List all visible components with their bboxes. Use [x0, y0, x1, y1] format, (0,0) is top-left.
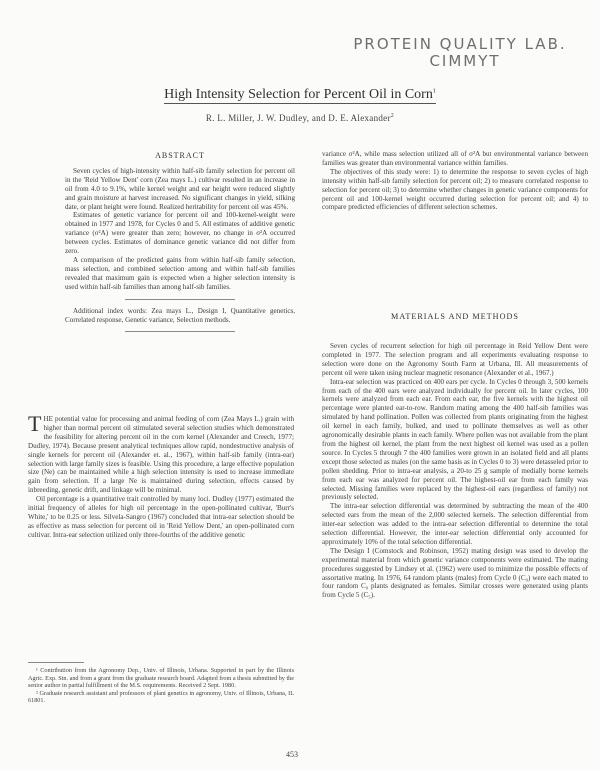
library-stamp — [340, 36, 580, 70]
authors-footnote-marker: 2 — [390, 113, 395, 119]
right-column-top — [322, 150, 588, 212]
abstract-heading: ABSTRACT — [155, 151, 205, 160]
methods-heading: MATERIALS AND METHODS — [391, 312, 519, 321]
authors-text: R. L. Miller, J. W. Dudley, and D. E. Alexander — [205, 113, 391, 123]
abstract-paragraph: A comparison of the predicted gains from within half-sib family selection, mass selection, and combined selection among and within half-sib families revealed that maximum gain is expected when a higher selection intensity is used within half-sib families than among half-sib families. — [65, 255, 295, 291]
divider — [125, 299, 235, 300]
intro-paragraph: Oil percentage is a quantitative trait controlled by many loci. Dudley (1977) estimated the initial frequency of alleles for high oil percentage in the open-pollinated cultivar, 'Burr's White,' to be 0.25 or less. Silvela-Sangro (1967) concluded that intra-ear selection should be as effective as mass selection for percent oil in 'Reid Yellow Dent,' an open-pollinated corn cultivar. Intra-ear selection utilized only three-fourths of the additive genetic — [28, 495, 294, 539]
footnote: ¹ Contribution from the Agronomy Dep., Univ. of Illinois, Urbana. Supported in part by the Illinois Agric. Exp. Stn. and from a grant from the graduate research board. Adapted from a thesis submitted by the senior author in partial fulfillment of the M.S. requirements. Received 2 Sept. 1980. — [28, 667, 294, 690]
methods-paragraph: The Design I (Comstock and Robinson, 1952) mating design was used to develop the experimental material from which genetic variance components were estimated. The mating procedures suggested by Lindsey et al. (1962) were used to minimize the possible effects of assortative mating. In 1976, 64 random plants (males) from Cycle 0 (C₀) were each mated to four random C₀ plants designated as females. Similar crosses were generated using plants from Cycle 5 (C₅). — [322, 546, 588, 600]
abstract-section — [65, 152, 295, 339]
methods-section — [322, 342, 588, 600]
abstract-paragraph: Seven cycles of high-intensity within half-sib family selection for percent oil in the 'Reid Yellow Dent' corn (Zea mays L.) cultivar resulted in an increase in oil from 4.0 to 9.1%, while kernel weight and ear height were reduced slightly and grain moisture at harvest increased. No significant changes in yield, silking date, or plant height were found. Realized heritability for percent oil was 45%. — [65, 166, 295, 211]
abstract-paragraph: Estimates of genetic variance for percent oil and 100-kernel-weight were obtained in 1977 and 1978, for Cycles 0 and 5. All estimates of additive genetic variance (σ²A) were greater than zero; however, no change in σ²A occurred between cycles. Estimates of dominance genetic variance did not differ from zero. — [65, 211, 295, 256]
methods-paragraph: The intra-ear selection differential was determined by subtracting the mean of the 400 selected ears from the mean of the 2,000 selected kernels. The selection differential from inter-ear selection was added to the intra-ear selection differential to determine the total selection differential. However, the inter-ear selection differential only accounted for approximately 10% of the total selection differential. — [322, 502, 588, 546]
divider — [125, 331, 235, 332]
page-number: 453 — [286, 750, 298, 759]
index-words: Additional index words: Zea mays L., Design I, Quantitative genetics, Correlated response, Genetic variance, Selection methods. — [65, 306, 295, 324]
stamp-line-2: CIMMYT — [429, 52, 501, 70]
stamp-line-1: PROTEIN QUALITY LAB. — [353, 35, 567, 53]
footnote-divider — [28, 662, 84, 663]
paper-title-text: High Intensity Selection for Percent Oil in Corn — [164, 87, 433, 102]
intro-paragraph: THE potential value for processing and animal feeding of corn (Zea Mays L.) grain with higher than normal percent oil stimulated several selection studies which demonstrated the feasibility for altering percent oil in the corn kernel (Alexander and Creech, 1977; Dudley, 1974). Because present analytical techniques allow rapid, nondestructive analysis of single kernels for percent oil (Alexander et. al., 1967), within half-sib family (intra-ear) selection with large family sizes is feasible. Using this procedure, a large effective population size (Ne) can be maintained while a high selection intensity is used to increase immediate gain from selection. If a large Ne is maintained during selection, effects caused by inbreeding, genetic drift, and linkage will be minimal. — [28, 411, 294, 495]
objectives-paragraph: The objectives of this study were: 1) to determine the response to seven cycles of high intensity within half-sib family selection for percent oil; 2) to measure correlated response to selection for percent oil; 3) to determine whether changes in genetic variance components for percent oil and 100-kernel weight occurred during selection for percent oil; and 4) to compare predicted efficiencies of different selection schemes. — [322, 167, 588, 212]
title-footnote-marker: 1 — [432, 88, 436, 95]
drop-cap: T — [28, 411, 42, 436]
continuation-paragraph: variance σ²A, while mass selection utilized all of σ²A but environmental variance between families was greater than environmental variance within families. — [322, 150, 588, 167]
introduction-section — [28, 411, 294, 540]
methods-paragraph: Intra-ear selection was practiced on 400 ears per cycle. In Cycles 0 through 3, 500 kernels from each of the 400 ears were analyzed individually for percent oil. In later cycles, 100 kernels were analyzed from each ear. From each ear, the five kernels with the highest oil percentage were planted ear-to-row. Random mating among the 400 half-sib families was simulated by hand pollination. Pollen was collected from plants originating from the highest oil kernel in each family, bulked, and used to pollinate themselves as well as other agronomically desirable plants in each family. Where pollen was not available from the plant from the highest oil kernel, the plant from the next highest oil kernel was used as a pollen source. In Cycles 5 through 7 the 400 families were grown in an isolated field and all plants except those selected as males (on the same basis as in Cycles 0 to 3) were detasseled prior to pollen shedding. Prior to intra-ear analysis, a 20-to 25 g sample of medially borne kernels from each ear was analyzed for percent oil. The highest-oil ear from each family was selected. Missing families were replaced by the highest-oil ears (regardless of family) not previously selected. — [322, 377, 588, 502]
footnotes — [28, 662, 294, 705]
footnote: ² Graduate research assistant and professors of plant genetics in agronomy, Univ. of Illinois, Urbana, IL 61801. — [28, 689, 294, 705]
author-list — [0, 113, 600, 123]
methods-paragraph: Seven cycles of recurrent selection for high oil percentage in Reid Yellow Dent were completed in 1977. The selection program and all experiments evaluating response to selection were done on the Agronomy South Farm at Urbana, Ill. All measurements of percent oil were taken using nuclear magnetic resonance (Alexander et al., 1967.) — [322, 342, 588, 377]
paper-title — [0, 87, 600, 103]
